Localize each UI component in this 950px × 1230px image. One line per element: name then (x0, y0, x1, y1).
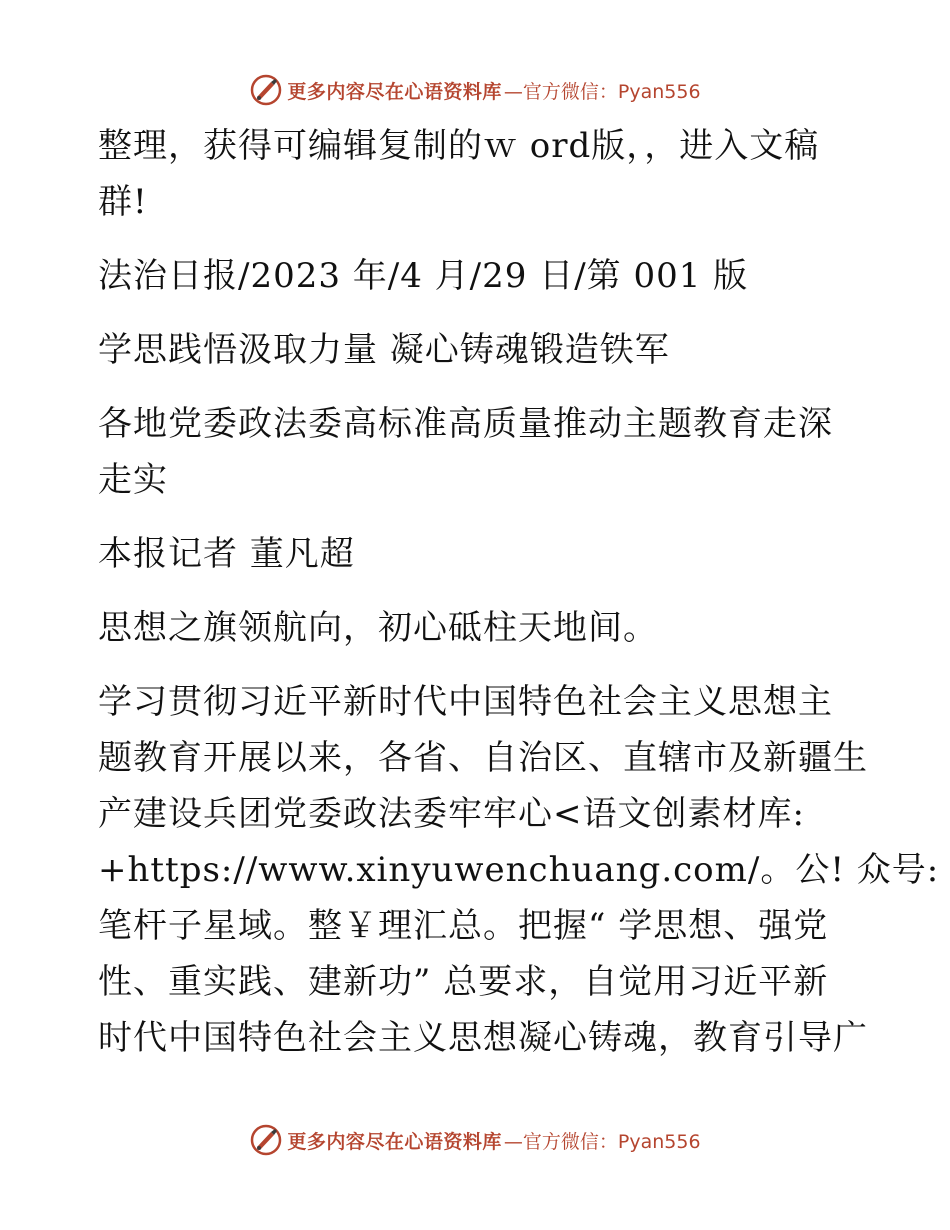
body-paragraph-line3: 产建设兵团党委政法委牢牢心<语文创素材库: (98, 794, 805, 834)
body-paragraph-line1: 学习贯彻习近平新时代中国特色社会主义思想主 (98, 682, 833, 722)
byline: 本报记者 董凡超 (98, 534, 355, 574)
source-line: 法治日报/2023 年/4 月/29 日/第 001 版 (98, 256, 749, 296)
article-subtitle-line1: 各地党委政法委高标准高质量推动主题教育走深 (98, 404, 833, 444)
brand-logo-icon (249, 73, 283, 107)
body-paragraph-line2: 题教育开展以来，各省、自治区、直辖市及新疆生 (98, 738, 868, 778)
body-paragraph-line5: 笔杆子星域。整￥理汇总。把握“ 学思想、强党 (98, 906, 829, 946)
body-paragraph-line6: 性、重实践、建新功” 总要求，自觉用习近平新 (98, 962, 829, 1002)
article-subtitle-line2: 走实 (98, 460, 168, 500)
paragraph-intro-line2: 群! (98, 182, 148, 222)
body-paragraph-line4: +https://www.xinyuwenchuang.com/。公! 众号: (98, 850, 940, 890)
footer-wechat-text: —官方微信：Pyan556 (503, 1130, 701, 1153)
page-header (0, 70, 950, 110)
footer-brand-text: 更多内容尽在心语资料库 (287, 1130, 502, 1153)
paragraph-intro-line1: 整理，获得可编辑复制的ｗ ord版，，进入文稿 (98, 126, 820, 166)
body-paragraph-line7: 时代中国特色社会主义思想凝心铸魂，教育引导广 (98, 1018, 868, 1058)
page-footer (0, 1120, 950, 1160)
brand-logo-icon (249, 1123, 283, 1157)
header-brand-text: 更多内容尽在心语资料库 (287, 80, 502, 103)
lead-sentence: 思想之旗领航向，初心砥柱天地间。 (98, 608, 658, 648)
document-body (98, 118, 940, 1066)
article-title: 学思践悟汲取力量 凝心铸魂锻造铁军 (98, 330, 670, 370)
header-wechat-text: —官方微信：Pyan556 (503, 80, 701, 103)
